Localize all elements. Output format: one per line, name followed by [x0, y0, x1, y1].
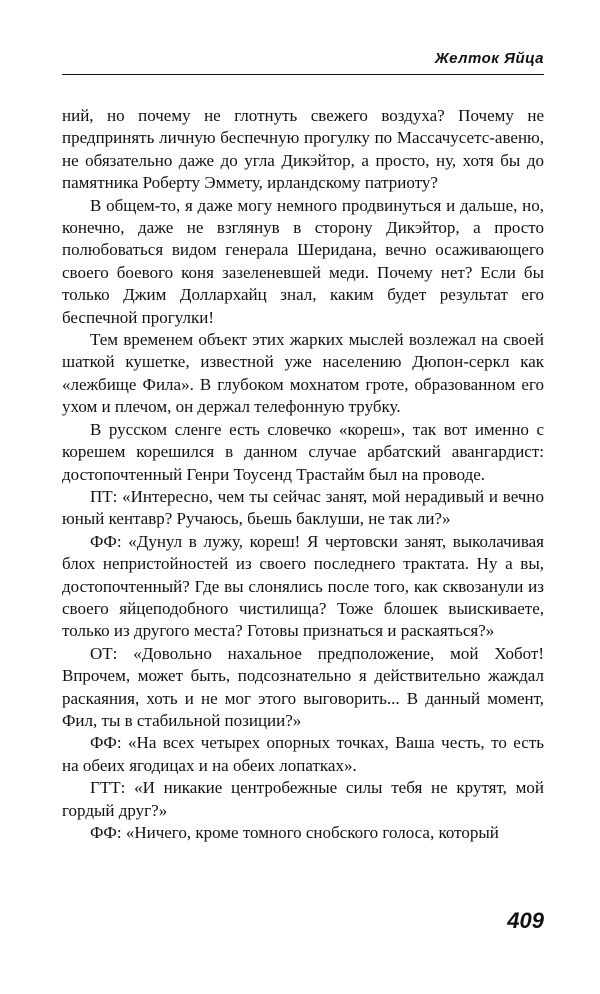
running-title: Желток Яйца	[434, 50, 544, 67]
page-number: 409	[507, 908, 544, 933]
paragraph: Тем временем объект этих жарких мыслей возлежал на своей шаткой кушетке, известной уже населению Дюпон-серкл как «лежбище Фила». В глубоком мохнатом гроте, образованном его ухом и плечом, он держал телефонную трубку.	[62, 330, 544, 417]
paragraph: ФФ: «Дунул в лужу, кореш! Я чертовски занят, выколачивая блох непристойностей из своего последнего трактата. Ну а вы, достопочтенный? Где вы слонялись после того, как сквозанули из своего яйцеподобного чистилища? Тоже блошек выискиваете, только из другого места? Готовы признаться и раскаяться?»	[62, 531, 544, 641]
paragraph: ФФ: «На всех четырех опорных точках, Ваша честь, то есть на обеих ягодицах и на обеих лопатках».	[62, 733, 544, 775]
paragraph: ПТ: «Интересно, чем ты сейчас занят, мой нерадивый и вечно юный кентавр? Ручаюсь, бьешь баклуши, не так ли?»	[62, 486, 544, 529]
header-rule	[62, 74, 544, 75]
body-text	[62, 105, 544, 844]
paragraph: В общем-то, я даже могу немного продвинуться и дальше, но, конечно, даже не взглянув в сторону Дикэйтор, а просто полюбоваться видом генерала Шеридана, вечно осаживающего своего боевого коня зазеленевшей меди. Почему нет? Если бы только Джим Доллархайц знал, каким будет результат его беспечной прогулки!	[62, 195, 544, 327]
paragraph: ний, но почему не глотнуть свежего воздуха? Почему не предпринять личную беспечную прогулку по Массачусетс-авеню, не обязательно даже до угла Дикэйтор, а просто, ну, хотя бы до памятника Роберту Эммету, ирландскому патриоту?	[62, 106, 544, 193]
paragraph: ОТ: «Довольно нахальное предположение, мой Хобот! Впрочем, может быть, подсознательно я действительно жаждал раскаяния, хоть и не мог этого выговорить... В данный момент, Фил, ты в стабильной позиции?»	[62, 643, 544, 730]
paragraph: ФФ: «Ничего, кроме томного снобского голоса, который	[90, 823, 499, 842]
paragraph: ГТТ: «И никакие центробежные силы тебя не крутят, мой гордый друг?»	[62, 778, 544, 820]
paragraph: В русском сленге есть словечко «кореш», так вот именно с корешем корешился в данном случае арбатский авангардист: достопочтенный Генри Тоусенд Трастайм был на проводе.	[62, 419, 544, 484]
